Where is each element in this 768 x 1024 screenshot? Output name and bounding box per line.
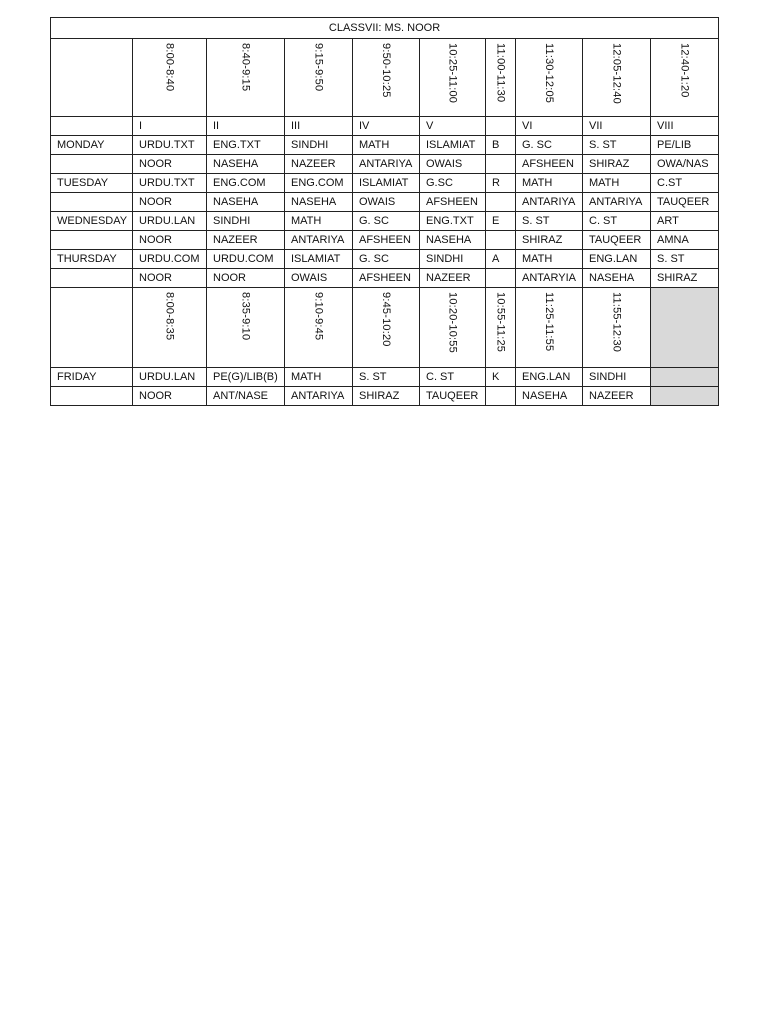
schedule-cell: TAUQEER <box>420 387 486 406</box>
day-label: TUESDAY <box>51 174 133 193</box>
period-corner <box>51 117 133 136</box>
day-label <box>51 193 133 212</box>
schedule-cell: SINDHI <box>583 368 651 387</box>
schedule-cell: MATH <box>516 250 583 269</box>
schedule-cell: ENG.COM <box>285 174 353 193</box>
day-label <box>51 231 133 250</box>
schedule-cell: ENG.LAN <box>583 250 651 269</box>
schedule-row <box>51 231 719 250</box>
schedule-row <box>51 269 719 288</box>
day-label <box>51 387 133 406</box>
schedule-cell: C. ST <box>583 212 651 231</box>
schedule-cell: SHIRAZ <box>516 231 583 250</box>
schedule-cell: NAZEER <box>285 155 353 174</box>
schedule-cell: ISLAMIAT <box>420 136 486 155</box>
schedule-cell: ENG.LAN <box>516 368 583 387</box>
time-slot: 9:10-9:45 <box>312 292 325 341</box>
period-label: VIII <box>651 117 719 136</box>
schedule-cell: R <box>486 174 516 193</box>
schedule-cell: SINDHI <box>285 136 353 155</box>
schedule-cell: ANTARIYA <box>285 231 353 250</box>
schedule-cell: C. ST <box>420 368 486 387</box>
friday-rows <box>51 368 719 406</box>
schedule-cell: ANTARIYA <box>353 155 420 174</box>
schedule-cell: NOOR <box>133 269 207 288</box>
schedule-row <box>51 136 719 155</box>
schedule-cell: G. SC <box>353 212 420 231</box>
schedule-cell: MATH <box>285 212 353 231</box>
period-label: II <box>207 117 285 136</box>
friday-time-header-row <box>51 288 719 368</box>
schedule-cell: NOOR <box>133 231 207 250</box>
schedule-cell: URDU.COM <box>133 250 207 269</box>
schedule-cell: NASEHA <box>207 193 285 212</box>
schedule-cell: B <box>486 136 516 155</box>
day-label: MONDAY <box>51 136 133 155</box>
schedule-cell: OWAIS <box>353 193 420 212</box>
schedule-cell: E <box>486 212 516 231</box>
period-label <box>486 117 516 136</box>
schedule-cell: NASEHA <box>583 269 651 288</box>
schedule-cell: URDU.TXT <box>133 136 207 155</box>
schedule-cell: SINDHI <box>207 212 285 231</box>
day-label: WEDNESDAY <box>51 212 133 231</box>
schedule-cell: K <box>486 368 516 387</box>
time-slot: 8:00-8:40 <box>163 43 176 92</box>
schedule-cell: MATH <box>285 368 353 387</box>
schedule-cell: OWA/NAS <box>651 155 719 174</box>
schedule-cell: G. SC <box>516 136 583 155</box>
time-slot: 12:40-1:20 <box>678 43 691 98</box>
schedule-cell: NASEHA <box>285 193 353 212</box>
corner-cell <box>51 39 133 117</box>
schedule-cell: SHIRAZ <box>583 155 651 174</box>
time-slot: 9:50-10:25 <box>380 43 392 98</box>
shaded-cell <box>651 288 719 368</box>
schedule-cell: S. ST <box>516 212 583 231</box>
schedule-cell: NASEHA <box>207 155 285 174</box>
schedule-cell: G. SC <box>353 250 420 269</box>
schedule-cell: ANT/NASE <box>207 387 285 406</box>
time-slot: 12:05-12:40 <box>610 43 623 104</box>
schedule-cell: MATH <box>353 136 420 155</box>
title-row <box>51 18 719 39</box>
period-label: V <box>420 117 486 136</box>
time-slot: 11:00-11:30 <box>494 43 507 103</box>
schedule-row <box>51 250 719 269</box>
period-label: VI <box>516 117 583 136</box>
schedule-cell: ANTARYIA <box>516 269 583 288</box>
time-header-row <box>51 39 719 117</box>
schedule-row <box>51 212 719 231</box>
time-slot: 8:00-8:35 <box>163 292 176 341</box>
schedule-row <box>51 174 719 193</box>
time-slot: 8:35-9:10 <box>239 292 252 341</box>
schedule-cell: NOOR <box>133 155 207 174</box>
schedule-cell: S. ST <box>651 250 719 269</box>
schedule-row <box>51 387 719 406</box>
schedule-cell: ISLAMIAT <box>285 250 353 269</box>
period-label: VII <box>583 117 651 136</box>
schedule-cell: S. ST <box>353 368 420 387</box>
time-slot: 11:55-12:30 <box>610 292 623 353</box>
schedule-row <box>51 155 719 174</box>
schedule-cell: URDU.LAN <box>133 368 207 387</box>
schedule-cell: NAZEER <box>583 387 651 406</box>
schedule-cell: MATH <box>516 174 583 193</box>
schedule-cell: MATH <box>583 174 651 193</box>
day-label: THURSDAY <box>51 250 133 269</box>
time-slot: 9:15-9:50 <box>312 43 325 92</box>
schedule-cell <box>651 368 719 387</box>
period-label: III <box>285 117 353 136</box>
schedule-cell: ANTARIYA <box>516 193 583 212</box>
schedule-cell: OWAIS <box>420 155 486 174</box>
schedule-cell: NASEHA <box>516 387 583 406</box>
schedule-cell: ENG.COM <box>207 174 285 193</box>
day-label <box>51 155 133 174</box>
period-label: IV <box>353 117 420 136</box>
schedule-cell: TAUQEER <box>583 231 651 250</box>
schedule-cell: C.ST <box>651 174 719 193</box>
time-slot: 8:40-9:15 <box>239 43 252 92</box>
time-slot: 10:20-10:55 <box>446 292 459 353</box>
schedule-cell: NAZEER <box>420 269 486 288</box>
schedule-cell: SHIRAZ <box>353 387 420 406</box>
period-label: I <box>133 117 207 136</box>
day-label: FRIDAY <box>51 368 133 387</box>
schedule-cell: NAZEER <box>207 231 285 250</box>
period-row <box>51 117 719 136</box>
schedule-cell: NOOR <box>133 387 207 406</box>
schedule-cell: AFSHEEN <box>516 155 583 174</box>
schedule-cell: S. ST <box>583 136 651 155</box>
weekday-rows <box>51 136 719 288</box>
schedule-cell <box>486 387 516 406</box>
schedule-row <box>51 193 719 212</box>
schedule-cell: ENG.TXT <box>207 136 285 155</box>
schedule-cell: ANTARIYA <box>285 387 353 406</box>
timetable-title: CLASSVII: MS. NOOR <box>51 18 719 39</box>
schedule-cell: ANTARIYA <box>583 193 651 212</box>
schedule-cell: SHIRAZ <box>651 269 719 288</box>
corner-cell <box>51 288 133 368</box>
schedule-cell: ENG.TXT <box>420 212 486 231</box>
schedule-cell: PE(G)/LIB(B) <box>207 368 285 387</box>
time-slot: 11:30-12:05 <box>543 43 555 104</box>
time-slot: 10:55-11:25 <box>494 292 507 353</box>
time-slot: 9:45-10:20 <box>380 292 392 347</box>
schedule-cell: AFSHEEN <box>420 193 486 212</box>
schedule-cell: ISLAMIAT <box>353 174 420 193</box>
schedule-cell <box>486 269 516 288</box>
schedule-cell: AFSHEEN <box>353 269 420 288</box>
day-label <box>51 269 133 288</box>
schedule-cell: URDU.TXT <box>133 174 207 193</box>
schedule-cell <box>486 193 516 212</box>
timetable <box>50 17 719 406</box>
schedule-row <box>51 368 719 387</box>
schedule-cell: TAUQEER <box>651 193 719 212</box>
schedule-cell: URDU.COM <box>207 250 285 269</box>
schedule-cell: NOOR <box>207 269 285 288</box>
schedule-cell: URDU.LAN <box>133 212 207 231</box>
schedule-cell: OWAIS <box>285 269 353 288</box>
schedule-cell: AMNA <box>651 231 719 250</box>
schedule-cell: NOOR <box>133 193 207 212</box>
schedule-cell: NASEHA <box>420 231 486 250</box>
schedule-cell: PE/LIB <box>651 136 719 155</box>
schedule-cell <box>486 155 516 174</box>
schedule-cell: G.SC <box>420 174 486 193</box>
schedule-cell: SINDHI <box>420 250 486 269</box>
schedule-cell: AFSHEEN <box>353 231 420 250</box>
schedule-cell: ART <box>651 212 719 231</box>
schedule-cell <box>651 387 719 406</box>
schedule-cell: A <box>486 250 516 269</box>
time-slot: 11:25-11:55 <box>543 292 555 352</box>
schedule-cell <box>486 231 516 250</box>
time-slot: 10:25-11:00 <box>446 43 459 104</box>
